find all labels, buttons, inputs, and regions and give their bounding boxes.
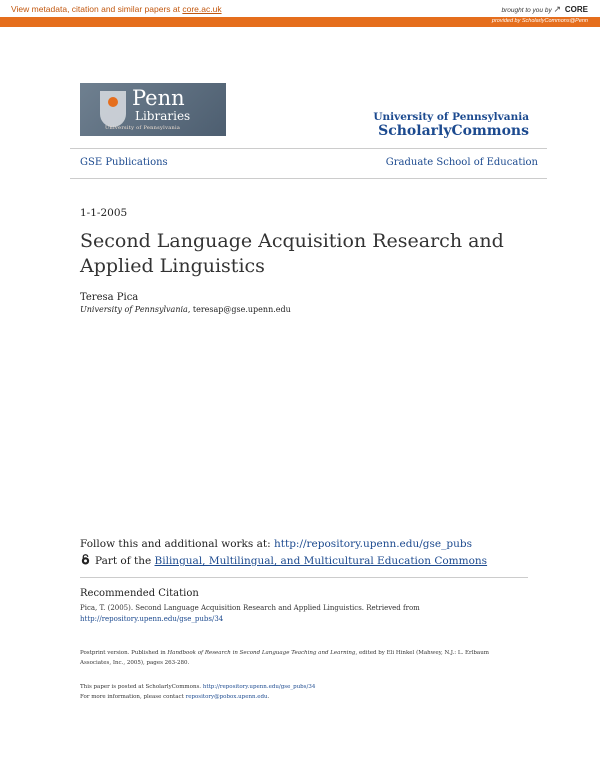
provided-by-text: provided by ScholarlyCommons@Penn (491, 18, 588, 24)
commons-link[interactable]: Bilingual, Multilingual, and Multicultural Education Commons (154, 555, 488, 567)
scholarly-commons-title[interactable]: ScholarlyCommons (378, 123, 529, 139)
penn-libraries-logo[interactable] (80, 83, 226, 136)
nav-graduate-school[interactable]: Graduate School of Education (385, 157, 538, 168)
core-icon: ↗ (553, 4, 562, 14)
header-divider (70, 148, 547, 149)
citation-text: Pica, T. (2005). Second Language Acquisition Research and Applied Linguistics. Retrieved from http://repository.upenn.edu/gse_pubs/34 (80, 604, 420, 623)
follow-link[interactable]: http://repository.upenn.edu/gse_pubs (274, 538, 472, 550)
contact-email-link[interactable]: repository@pobox.upenn.edu (185, 694, 268, 700)
logo-university-text: University of Pennsylvania (105, 125, 181, 131)
core-logo[interactable]: CORE (564, 5, 588, 14)
core-brought-by: brought to you by ↗ CORE (501, 4, 588, 14)
posted-link[interactable]: http://repository.upenn.edu/gse_pubs/34 (202, 684, 316, 690)
nav-gse-publications[interactable]: GSE Publications (80, 157, 168, 168)
provided-by-bar (0, 17, 600, 27)
core-link[interactable]: core.ac.uk (182, 4, 222, 14)
citation-divider (80, 577, 528, 578)
core-banner (0, 0, 600, 16)
follow-line: Follow this and additional works at: http://repository.upenn.edu/gse_pubs (80, 538, 472, 550)
citation-link[interactable]: http://repository.upenn.edu/gse_pubs/34 (80, 615, 224, 623)
recommended-citation-heading: Recommended Citation (80, 588, 199, 599)
core-metadata-text: View metadata, citation and similar papers at core.ac.uk (11, 4, 222, 14)
publication-date: 1-1-2005 (80, 207, 128, 219)
posted-note: This paper is posted at ScholarlyCommons. http://repository.upenn.edu/gse_pubs/34 (80, 684, 316, 690)
author-email: , teresap@gse.upenn.edu (187, 305, 291, 314)
logo-libraries-text: Libraries (135, 109, 191, 123)
document-title: Second Language Acquisition Research and Applied Linguistics (80, 230, 504, 277)
contact-note: For more information, please contact repository@pobox.upenn.edu. (80, 694, 270, 700)
author-affiliation: University of Pennsylvania, teresap@gse.upenn.edu (80, 305, 291, 314)
logo-penn-text: Penn (132, 86, 185, 110)
open-access-icon (80, 554, 91, 565)
university-name[interactable]: University of Pennsylvania (373, 111, 529, 123)
author-name: Teresa Pica (80, 292, 139, 303)
part-of-line: Part of the Bilingual, Multilingual, and Multicultural Education Commons (80, 554, 487, 567)
shield-mark-icon (108, 97, 118, 107)
postprint-note: Postprint version. Published in Handbook of Research in Second Language Teaching and Learning, edited by Eli Hinkel (Mahwey, N.J.: L. Erlbaum Associates, Inc., 2005), pages 263-280. (80, 650, 489, 666)
nav-divider (70, 178, 547, 179)
